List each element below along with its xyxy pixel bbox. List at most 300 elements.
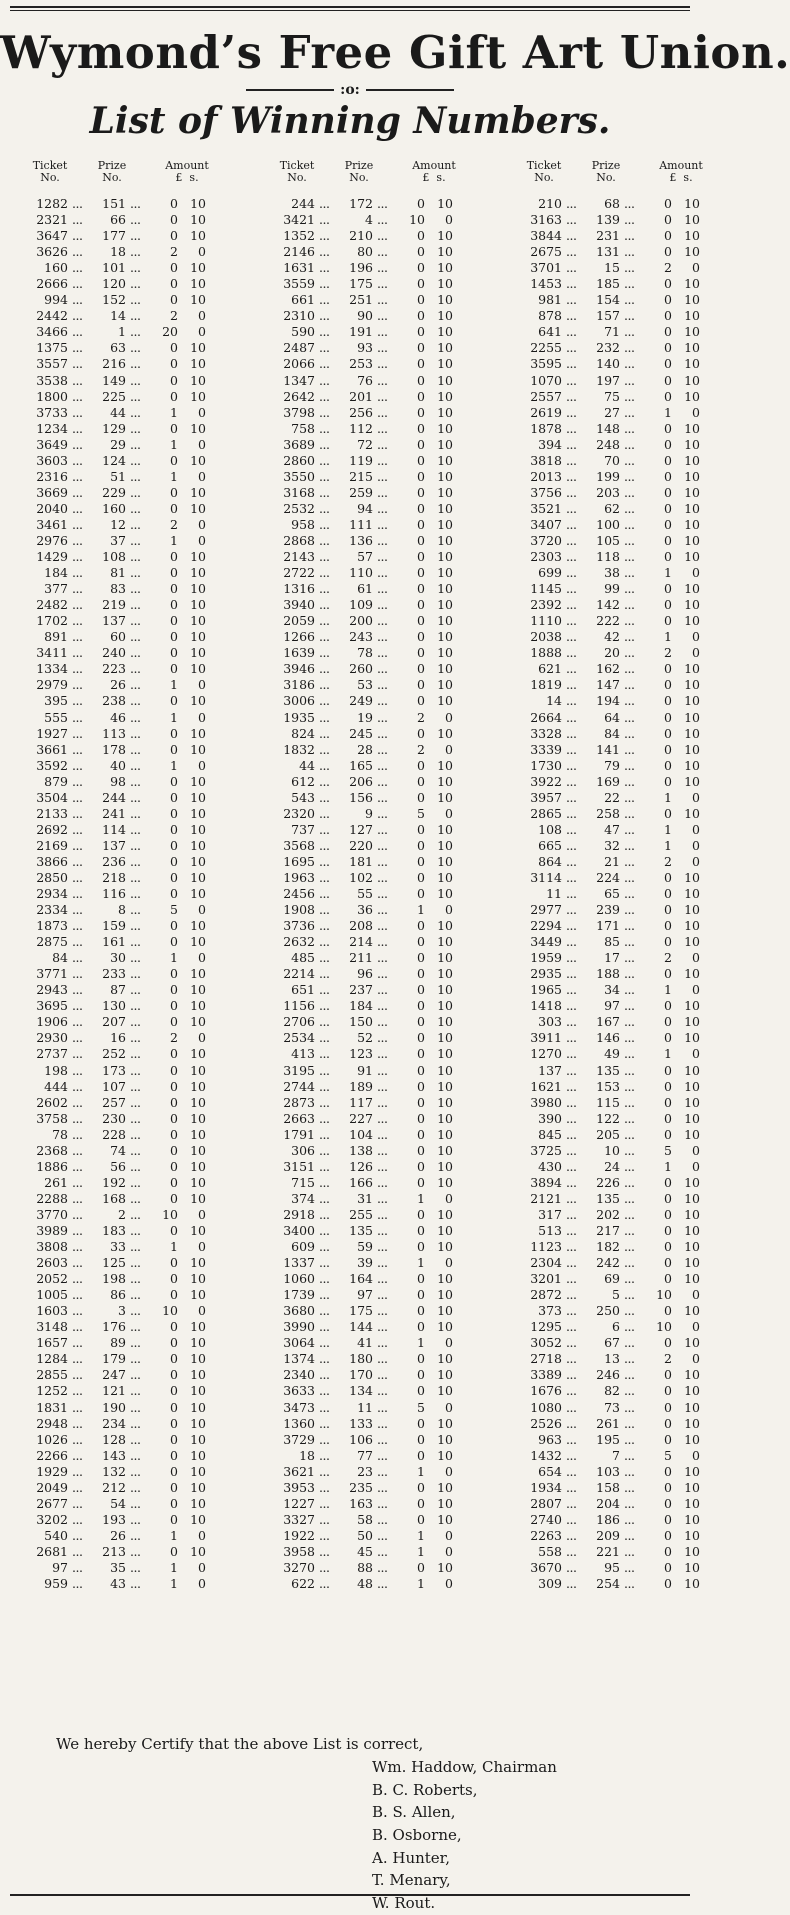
prize-number: 78 xyxy=(357,645,373,661)
winner-row xyxy=(522,1544,748,1560)
leader-dots: ... xyxy=(319,1255,330,1271)
amount-shillings: 10 xyxy=(190,1271,206,1287)
winner-row xyxy=(522,228,748,244)
leader-dots: ... xyxy=(566,1431,577,1447)
column-header xyxy=(28,160,254,196)
winner-row xyxy=(522,485,748,501)
amount-shillings: 0 xyxy=(198,404,206,420)
amount-pounds: 0 xyxy=(417,918,425,934)
prize-number: 124 xyxy=(102,452,126,468)
ticket-number: 306 xyxy=(291,1142,315,1158)
amount-pounds: 0 xyxy=(417,757,425,773)
leader-dots: ... xyxy=(624,1511,635,1527)
ticket-number: 1375 xyxy=(36,340,68,356)
prize-number: 137 xyxy=(102,613,126,629)
ticket-number: 137 xyxy=(538,1062,562,1078)
leader-dots: ... xyxy=(624,1495,635,1511)
ticket-number: 485 xyxy=(291,950,315,966)
ticket-number: 3400 xyxy=(283,1223,315,1238)
prize-number: 125 xyxy=(102,1255,126,1271)
leader-dots: ... xyxy=(624,196,635,211)
amount-pounds: 0 xyxy=(664,324,672,340)
leader-dots: ... xyxy=(566,902,577,918)
leader-dots: ... xyxy=(72,1158,83,1174)
amount-shillings: 10 xyxy=(190,613,206,629)
leader-dots: ... xyxy=(319,1142,330,1158)
winner-row xyxy=(28,918,254,934)
ticket-number: 444 xyxy=(44,1078,68,1094)
leader-dots: ... xyxy=(72,741,83,757)
leader-dots: ... xyxy=(624,1190,635,1206)
prize-number: 71 xyxy=(604,324,620,340)
prize-number: 160 xyxy=(102,500,126,516)
header-amount xyxy=(646,160,716,184)
prize-number: 114 xyxy=(102,821,126,837)
ticket-number: 3389 xyxy=(530,1367,562,1383)
prize-number: 215 xyxy=(349,468,373,484)
amount-shillings: 10 xyxy=(190,966,206,982)
prize-number: 151 xyxy=(102,196,126,211)
ticket-number: 2013 xyxy=(530,468,562,484)
ticket-number: 3770 xyxy=(36,1206,68,1222)
leader-dots: ... xyxy=(130,356,141,372)
winner-row xyxy=(522,1432,748,1448)
amount-pounds: 0 xyxy=(170,388,178,404)
prize-number: 20 xyxy=(604,645,620,661)
ticket-number: 1906 xyxy=(36,1014,68,1030)
leader-dots: ... xyxy=(130,902,141,918)
leader-dots: ... xyxy=(566,436,577,452)
amount-shillings: 0 xyxy=(445,1399,453,1415)
winner-row xyxy=(522,1046,748,1062)
prize-number: 232 xyxy=(596,340,620,356)
leader-dots: ... xyxy=(319,645,330,661)
amount-pounds: 0 xyxy=(417,597,425,613)
winner-row xyxy=(28,581,254,597)
amount-shillings: 10 xyxy=(437,1142,453,1158)
leader-dots: ... xyxy=(319,340,330,356)
amount-shillings: 10 xyxy=(437,260,453,276)
leader-dots: ... xyxy=(319,468,330,484)
leader-dots: ... xyxy=(566,581,577,597)
leader-dots: ... xyxy=(566,677,577,693)
winner-row xyxy=(28,1111,254,1127)
leader-dots: ... xyxy=(319,212,330,228)
prize-number: 65 xyxy=(604,886,620,902)
winner-row xyxy=(275,1095,501,1111)
leader-dots: ... xyxy=(72,228,83,244)
winner-row xyxy=(28,308,254,324)
winner-row xyxy=(28,693,254,709)
amount-shillings: 10 xyxy=(190,918,206,934)
leader-dots: ... xyxy=(130,1576,141,1592)
winner-row xyxy=(275,1287,501,1303)
prize-number: 163 xyxy=(349,1495,373,1511)
ticket-number: 184 xyxy=(44,565,68,581)
ticket-number: 2603 xyxy=(36,1255,68,1271)
leader-dots: ... xyxy=(566,869,577,885)
ticket-number: 1432 xyxy=(530,1447,562,1463)
leader-dots: ... xyxy=(566,1319,577,1335)
amount-shillings: 10 xyxy=(437,629,453,645)
leader-dots: ... xyxy=(130,821,141,837)
prize-number: 122 xyxy=(596,1110,620,1126)
ticket-number: 3504 xyxy=(36,789,68,805)
amount-pounds: 1 xyxy=(417,902,425,918)
leader-dots: ... xyxy=(319,436,330,452)
winner-row xyxy=(28,517,254,533)
leader-dots: ... xyxy=(624,1463,635,1479)
leader-dots: ... xyxy=(377,1142,388,1158)
amount-pounds: 0 xyxy=(664,1431,672,1447)
amount-shillings: 10 xyxy=(684,1511,700,1527)
amount-pounds: 1 xyxy=(664,629,672,645)
prize-number: 49 xyxy=(604,1046,620,1062)
leader-dots: ... xyxy=(624,1351,635,1367)
ticket-number: 2865 xyxy=(530,805,562,821)
leader-dots: ... xyxy=(72,549,83,565)
amount-shillings: 0 xyxy=(692,645,700,661)
header-pounds: £ xyxy=(669,171,677,184)
prize-number: 201 xyxy=(349,388,373,404)
amount-shillings: 10 xyxy=(437,725,453,741)
prize-number: 177 xyxy=(102,228,126,244)
amount-pounds: 2 xyxy=(170,308,178,324)
ticket-number: 2310 xyxy=(283,308,315,324)
winner-row xyxy=(28,1432,254,1448)
leader-dots: ... xyxy=(566,212,577,228)
amount-pounds: 0 xyxy=(664,677,672,693)
amount-shillings: 10 xyxy=(684,484,700,500)
prize-number: 167 xyxy=(596,1014,620,1030)
amount-shillings: 10 xyxy=(190,1335,206,1351)
leader-dots: ... xyxy=(130,1014,141,1030)
ticket-number: 2868 xyxy=(283,532,315,548)
prize-number: 158 xyxy=(596,1479,620,1495)
ticket-number: 2740 xyxy=(530,1511,562,1527)
winner-row xyxy=(522,677,748,693)
amount-shillings: 10 xyxy=(190,1223,206,1238)
amount-shillings: 0 xyxy=(692,1319,700,1335)
amount-pounds: 0 xyxy=(664,1078,672,1094)
leader-dots: ... xyxy=(624,1431,635,1447)
winner-row xyxy=(275,661,501,677)
amount-shillings: 0 xyxy=(198,532,206,548)
amount-shillings: 10 xyxy=(437,1030,453,1046)
amount-shillings: 0 xyxy=(198,516,206,532)
winner-row xyxy=(275,758,501,774)
winner-row xyxy=(275,1303,501,1319)
prize-number: 83 xyxy=(110,581,126,597)
leader-dots: ... xyxy=(72,1463,83,1479)
amount-shillings: 10 xyxy=(437,452,453,468)
ticket-number: 309 xyxy=(538,1576,562,1592)
ticket-number: 2681 xyxy=(36,1543,68,1559)
winner-row xyxy=(28,389,254,405)
amount-pounds: 0 xyxy=(170,1511,178,1527)
leader-dots: ... xyxy=(624,1094,635,1110)
leader-dots: ... xyxy=(377,1223,388,1238)
leader-dots: ... xyxy=(624,484,635,500)
amount-pounds: 0 xyxy=(417,565,425,581)
leader-dots: ... xyxy=(624,1030,635,1046)
leader-dots: ... xyxy=(566,1014,577,1030)
ticket-number: 3626 xyxy=(36,244,68,260)
leader-dots: ... xyxy=(377,1271,388,1287)
amount-shillings: 10 xyxy=(684,388,700,404)
winner-row xyxy=(522,565,748,581)
winner-row xyxy=(522,501,748,517)
leader-dots: ... xyxy=(624,452,635,468)
leader-dots: ... xyxy=(72,1479,83,1495)
winner-row xyxy=(522,453,748,469)
leader-dots: ... xyxy=(72,966,83,982)
winner-row xyxy=(28,1448,254,1464)
ticket-number: 1800 xyxy=(36,388,68,404)
amount-pounds: 0 xyxy=(417,1062,425,1078)
prize-number: 86 xyxy=(110,1287,126,1303)
amount-pounds: 0 xyxy=(170,1319,178,1335)
prize-number: 5 xyxy=(612,1287,620,1303)
prize-number: 105 xyxy=(596,532,620,548)
amount-pounds: 1 xyxy=(664,404,672,420)
amount-shillings: 10 xyxy=(684,709,700,725)
leader-dots: ... xyxy=(130,613,141,629)
prize-number: 147 xyxy=(596,677,620,693)
ticket-number: 198 xyxy=(44,1062,68,1078)
amount-pounds: 1 xyxy=(417,1576,425,1592)
winner-row xyxy=(522,1416,748,1432)
amount-shillings: 10 xyxy=(437,1495,453,1511)
winner-row xyxy=(28,549,254,565)
amount-shillings: 10 xyxy=(684,998,700,1014)
leader-dots: ... xyxy=(72,773,83,789)
amount-pounds: 2 xyxy=(170,1030,178,1046)
leader-dots: ... xyxy=(377,500,388,516)
winner-row xyxy=(275,918,501,934)
amount-pounds: 5 xyxy=(664,1142,672,1158)
leader-dots: ... xyxy=(377,661,388,677)
leader-dots: ... xyxy=(377,613,388,629)
prize-number: 107 xyxy=(102,1078,126,1094)
amount-pounds: 0 xyxy=(417,886,425,902)
winner-row xyxy=(28,661,254,677)
leader-dots: ... xyxy=(72,581,83,597)
prize-number: 204 xyxy=(596,1495,620,1511)
ticket-number: 651 xyxy=(291,982,315,998)
amount-pounds: 0 xyxy=(664,420,672,436)
prize-number: 48 xyxy=(357,1576,373,1592)
ticket-number: 14 xyxy=(546,693,562,709)
amount-shillings: 10 xyxy=(437,340,453,356)
ticket-number: 3957 xyxy=(530,789,562,805)
ticket-number: 2146 xyxy=(283,244,315,260)
winner-row xyxy=(522,1303,748,1319)
prize-number: 247 xyxy=(102,1367,126,1383)
leader-dots: ... xyxy=(377,1046,388,1062)
ticket-number: 543 xyxy=(291,789,315,805)
leader-dots: ... xyxy=(624,1415,635,1431)
prize-number: 88 xyxy=(357,1559,373,1575)
ticket-number: 1374 xyxy=(283,1351,315,1367)
leader-dots: ... xyxy=(130,1543,141,1559)
winner-row xyxy=(28,340,254,356)
prize-number: 84 xyxy=(604,725,620,741)
amount-shillings: 10 xyxy=(437,1174,453,1190)
ticket-number: 699 xyxy=(538,565,562,581)
signatories-list xyxy=(372,1756,557,1915)
signatory: Wm. Haddow, Chairman xyxy=(372,1758,557,1776)
amount-shillings: 10 xyxy=(684,1543,700,1559)
leader-dots: ... xyxy=(624,725,635,741)
prize-number: 198 xyxy=(102,1271,126,1287)
leader-dots: ... xyxy=(624,1126,635,1142)
leader-dots: ... xyxy=(566,757,577,773)
amount-shillings: 10 xyxy=(684,693,700,709)
winner-row xyxy=(28,276,254,292)
prize-number: 61 xyxy=(357,581,373,597)
amount-shillings: 0 xyxy=(198,1239,206,1255)
amount-shillings: 10 xyxy=(684,661,700,677)
amount-pounds: 0 xyxy=(417,661,425,677)
amount-shillings: 10 xyxy=(437,998,453,1014)
leader-dots: ... xyxy=(624,1223,635,1238)
winner-row xyxy=(522,645,748,661)
leader-dots: ... xyxy=(566,821,577,837)
amount-shillings: 10 xyxy=(437,837,453,853)
amount-pounds: 0 xyxy=(170,1383,178,1399)
amount-pounds: 1 xyxy=(417,1190,425,1206)
prize-number: 1 xyxy=(118,324,126,340)
amount-pounds: 0 xyxy=(170,597,178,613)
leader-dots: ... xyxy=(130,1463,141,1479)
leader-dots: ... xyxy=(130,1142,141,1158)
amount-pounds: 0 xyxy=(170,1255,178,1271)
prize-number: 238 xyxy=(102,693,126,709)
amount-shillings: 10 xyxy=(190,565,206,581)
leader-dots: ... xyxy=(377,372,388,388)
amount-shillings: 10 xyxy=(190,500,206,516)
ticket-number: 1935 xyxy=(283,709,315,725)
winner-row xyxy=(28,373,254,389)
leader-dots: ... xyxy=(319,998,330,1014)
amount-shillings: 10 xyxy=(684,773,700,789)
ticket-number: 2316 xyxy=(36,468,68,484)
winner-row xyxy=(275,902,501,918)
ticket-number: 2304 xyxy=(530,1255,562,1271)
amount-shillings: 10 xyxy=(437,1351,453,1367)
amount-pounds: 0 xyxy=(417,677,425,693)
amount-pounds: 0 xyxy=(664,1223,672,1238)
prize-number: 121 xyxy=(102,1383,126,1399)
leader-dots: ... xyxy=(72,1351,83,1367)
ticket-number: 1621 xyxy=(530,1078,562,1094)
leader-dots: ... xyxy=(130,1190,141,1206)
prize-number: 2 xyxy=(118,1206,126,1222)
winner-row xyxy=(275,421,501,437)
winner-row xyxy=(275,453,501,469)
winner-row xyxy=(275,613,501,629)
leader-dots: ... xyxy=(377,1014,388,1030)
winner-row xyxy=(522,758,748,774)
leader-dots: ... xyxy=(566,597,577,613)
leader-dots: ... xyxy=(624,1158,635,1174)
amount-pounds: 0 xyxy=(664,212,672,228)
amount-shillings: 10 xyxy=(190,1367,206,1383)
ticket-number: 1873 xyxy=(36,918,68,934)
amount-shillings: 10 xyxy=(684,1479,700,1495)
amount-shillings: 10 xyxy=(437,1415,453,1431)
leader-dots: ... xyxy=(72,934,83,950)
amount-pounds: 0 xyxy=(664,709,672,725)
leader-dots: ... xyxy=(130,1335,141,1351)
ticket-number: 3733 xyxy=(36,404,68,420)
leader-dots: ... xyxy=(319,1239,330,1255)
prize-number: 96 xyxy=(357,966,373,982)
winner-row xyxy=(28,1046,254,1062)
leader-dots: ... xyxy=(319,356,330,372)
prize-number: 58 xyxy=(357,1511,373,1527)
leader-dots: ... xyxy=(566,1383,577,1399)
amount-pounds: 0 xyxy=(664,1094,672,1110)
leader-dots: ... xyxy=(566,1527,577,1543)
amount-shillings: 10 xyxy=(684,436,700,452)
amount-pounds: 0 xyxy=(417,1479,425,1495)
prize-number: 227 xyxy=(349,1110,373,1126)
winner-row xyxy=(275,790,501,806)
amount-pounds: 0 xyxy=(664,372,672,388)
leader-dots: ... xyxy=(130,1527,141,1543)
prize-number: 26 xyxy=(110,1527,126,1543)
amount-shillings: 10 xyxy=(437,1447,453,1463)
amount-pounds: 1 xyxy=(664,821,672,837)
amount-shillings: 10 xyxy=(684,228,700,244)
amount-shillings: 10 xyxy=(684,1383,700,1399)
leader-dots: ... xyxy=(624,886,635,902)
amount-shillings: 10 xyxy=(190,805,206,821)
leader-dots: ... xyxy=(624,789,635,805)
amount-pounds: 0 xyxy=(417,950,425,966)
prize-number: 209 xyxy=(596,1527,620,1543)
leader-dots: ... xyxy=(130,1126,141,1142)
leader-dots: ... xyxy=(72,276,83,292)
leader-dots: ... xyxy=(130,565,141,581)
winner-row xyxy=(28,822,254,838)
leader-dots: ... xyxy=(319,1479,330,1495)
winner-row xyxy=(522,517,748,533)
amount-shillings: 10 xyxy=(684,372,700,388)
winner-row xyxy=(275,950,501,966)
amount-shillings: 10 xyxy=(684,1271,700,1287)
amount-pounds: 0 xyxy=(417,934,425,950)
leader-dots: ... xyxy=(319,1527,330,1543)
prize-number: 75 xyxy=(604,388,620,404)
ticket-number: 540 xyxy=(44,1527,68,1543)
leader-dots: ... xyxy=(72,837,83,853)
ticket-number: 2872 xyxy=(530,1287,562,1303)
amount-pounds: 0 xyxy=(417,260,425,276)
amount-shillings: 10 xyxy=(190,1495,206,1511)
leader-dots: ... xyxy=(377,693,388,709)
winner-row xyxy=(28,453,254,469)
winner-row xyxy=(522,597,748,613)
winner-row xyxy=(275,517,501,533)
winner-row xyxy=(275,196,501,212)
amount-pounds: 0 xyxy=(170,1078,178,1094)
amount-pounds: 1 xyxy=(664,565,672,581)
amount-shillings: 10 xyxy=(190,1511,206,1527)
leader-dots: ... xyxy=(130,244,141,260)
